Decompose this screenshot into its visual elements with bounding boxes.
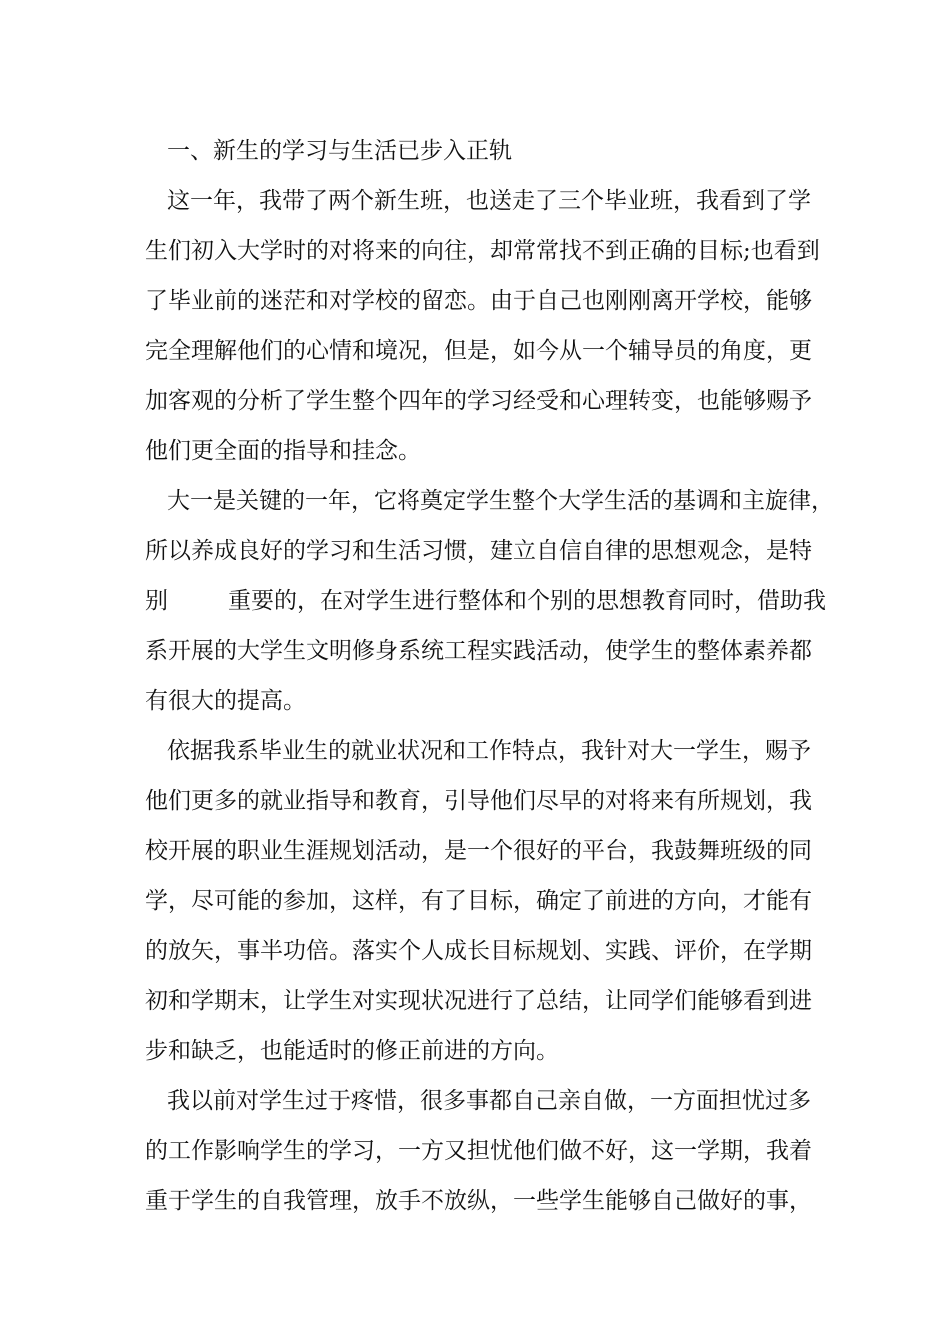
paragraph-line: 的工作影响学生的学习，一方又担忧他们做不好，这一学期，我着 (145, 1138, 812, 1164)
paragraph-line: 生们初入大学时的对将来的向往，却常常找不到正确的目标;也看到 (145, 238, 820, 264)
paragraph-line: 所以养成良好的学习和生活习惯，建立自信自律的思想观念，是特 (145, 538, 812, 564)
paragraph-line: 校开展的职业生涯规划活动，是一个很好的平台，我鼓舞班级的同 (145, 838, 812, 864)
paragraph-line (145, 586, 826, 616)
paragraph-line: 的放矢，事半功倍。落实个人成长目标规划、实践、评价，在学期 (145, 938, 812, 964)
line-end-fragment: 重要的，在对学生进行整体和个别的思想教育同时，借助我 (228, 588, 826, 614)
paragraph-line: 学，尽可能的参加，这样，有了目标，确定了前进的方向，才能有 (145, 888, 812, 914)
paragraph-line: 我以前对学生过于疼惜，很多事都自己亲自做，一方面担忧过多 (167, 1088, 811, 1114)
paragraph-line: 大一是关键的一年，它将奠定学生整个大学生活的基调和主旋律， (167, 488, 834, 514)
paragraph-line: 加客观的分析了学生整个四年的学习经受和心理转变，也能够赐予 (145, 388, 812, 414)
paragraph-line: 初和学期末，让学生对实现状况进行了总结，让同学们能够看到进 (145, 988, 812, 1014)
line-start-fragment: 别 (145, 588, 168, 614)
paragraph-line: 这一年，我带了两个新生班，也送走了三个毕业班，我看到了学 (167, 188, 811, 214)
paragraph-line: 完全理解他们的心情和境况，但是，如今从一个辅导员的角度，更 (145, 338, 812, 364)
paragraph-line: 步和缺乏，也能适时的修正前进的方向。 (145, 1038, 559, 1064)
paragraph-line: 了毕业前的迷茫和对学校的留恋。由于自己也刚刚离开学校，能够 (145, 288, 812, 314)
paragraph-line: 他们更多的就业指导和教育，引导他们尽早的对将来有所规划，我 (145, 788, 812, 814)
paragraph-line: 依据我系毕业生的就业状况和工作特点，我针对大一学生，赐予 (167, 738, 811, 764)
paragraph-line: 重于学生的自我管理，放手不放纵，一些学生能够自己做好的事， (145, 1188, 812, 1214)
paragraph-line: 有很大的提高。 (145, 688, 306, 714)
section-heading: 一、新生的学习与生活已步入正轨 (167, 138, 512, 164)
paragraph-line: 系开展的大学生文明修身系统工程实践活动，使学生的整体素养都 (145, 638, 812, 664)
paragraph-line: 他们更全面的指导和挂念。 (145, 438, 421, 464)
